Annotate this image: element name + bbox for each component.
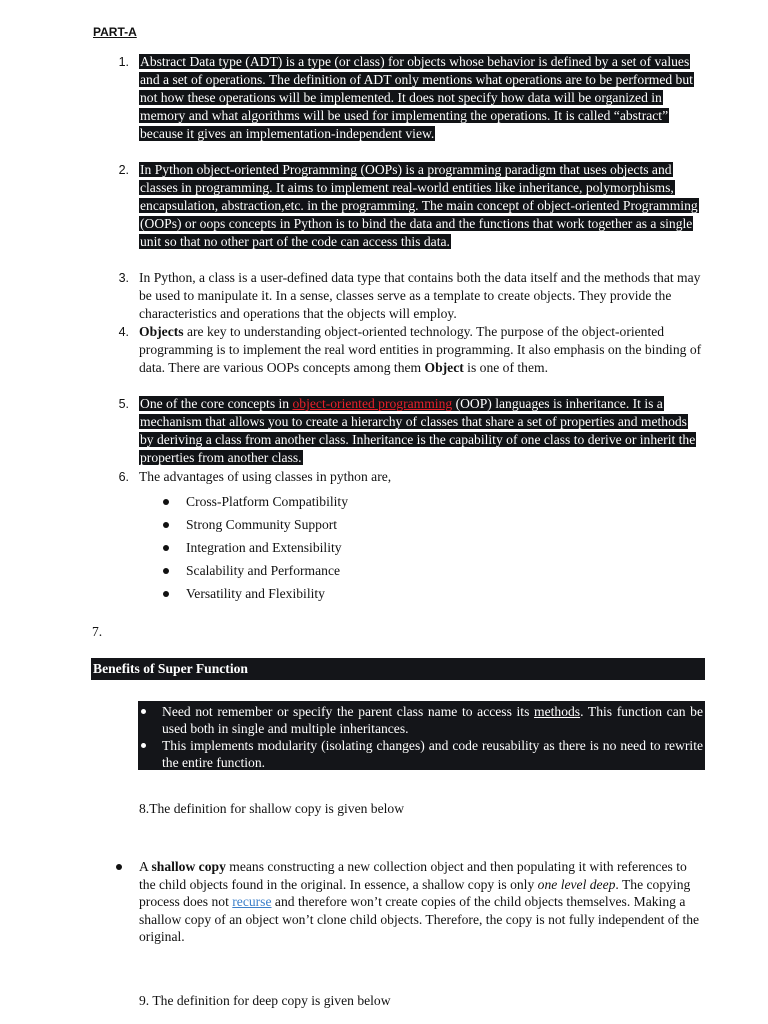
item-number-1: 1.: [118, 55, 129, 69]
item-4-text-b: is one of them.: [463, 360, 548, 375]
shallow-text-d: and therefore won’t create copies of the child objects themselves. Making a shallow copy of an object won’t clone child objects. Therefore, the copy is not fully independent of the original.: [139, 894, 700, 944]
shallow-text-a: A: [139, 859, 152, 874]
list-item: [138, 737, 703, 771]
item-2-text: In Python object-oriented Programming (OOPs) is a programming paradigm that uses objects and classes in programming. It aims to implement real-world entities like inheritance, polymorphisms, encapsulation, abstraction,etc. in the programming. The main concept of object-oriented Programming (OOPs) or oops concepts in Python is to bind the data and the functions that work together as a single unit so that no other part of the code can access this data.: [140, 162, 698, 249]
bullet-icon: [163, 591, 169, 597]
part-heading: PART-A: [93, 25, 137, 39]
item-5-text-a: One of the core concepts in: [140, 396, 293, 411]
shallow-copy-bold: shallow copy: [151, 859, 226, 874]
objects-bold: Objects: [139, 324, 184, 339]
bullet-icon: [163, 522, 169, 528]
item-1-paragraph: [139, 53, 702, 143]
oop-link[interactable]: object-oriented programming: [292, 396, 453, 411]
item-number-5: 5.: [118, 397, 129, 411]
bullet-icon: [116, 864, 122, 870]
item-number-4: 4.: [118, 325, 129, 339]
item-5-text: [139, 396, 696, 465]
advantage-label: Versatility and Flexibility: [186, 586, 325, 601]
one-level-deep-italic: one level deep: [537, 876, 616, 892]
list-item: [163, 516, 348, 539]
benefit-text-b: . This function can be used both in single and multiple inheritances.: [162, 704, 703, 736]
shallow-copy-paragraph: [139, 858, 702, 946]
item-5-paragraph: [139, 395, 702, 467]
item-number-2: 2.: [118, 163, 129, 177]
item-number-6: 6.: [118, 470, 129, 484]
item-6-paragraph: The advantages of using classes in python are,: [139, 469, 392, 484]
bullet-icon: [163, 545, 169, 551]
list-item: [163, 562, 348, 585]
object-bold: Object: [424, 360, 464, 375]
item-5-text-b: (OOP) languages is inheritance. It is a mechanism that allows you to create a hierarchy of classes that share a set of properties and methods by deriving a class from another class. Inheritance is the capability of one class to derive or inherit the properties from another class.: [140, 396, 696, 465]
advantage-label: Integration and Extensibility: [186, 540, 342, 555]
item-4-paragraph: [139, 323, 702, 377]
methods-link[interactable]: methods: [534, 704, 581, 719]
item-3-paragraph: In Python, a class is a user-defined data type that contains both the data itself and the methods that may be used to manipulate it. In a sense, classes serve as a template to create objects. They provide the characteristics and operations that the objects will employ.: [139, 270, 701, 321]
benefit-text-a: Need not remember or specify the parent class name to access its: [162, 704, 535, 719]
item-number-7: 7.: [92, 624, 103, 639]
list-item: [163, 539, 348, 562]
bullet-icon: [141, 709, 146, 714]
list-item: [163, 585, 348, 608]
advantages-list: [163, 493, 348, 608]
bullet-icon: [141, 743, 146, 748]
item-1-text: Abstract Data type (ADT) is a type (or class) for objects whose behavior is defined by a set of values and a set of operations. The definition of ADT only mentions what operations are to be performed but not how these operations will be implemented. It does not specify how data will be organized in memory and what algorithms will be used for implementing the operations. It is called “abstract” because it gives an implementation-independent view.: [140, 54, 693, 141]
item-number-3: 3.: [118, 271, 129, 285]
item-4-text-a: are key to understanding object-oriented technology. The purpose of the object-oriented programming is to implement the real word entities in programming. It also emphasis on the binding of data. There are various OOPs concepts among them: [139, 324, 702, 375]
list-item: [163, 493, 348, 516]
advantage-label: Scalability and Performance: [186, 563, 341, 578]
shallow-copy-heading: 8.The definition for shallow copy is given below: [139, 801, 405, 816]
advantage-label: Cross-Platform Compatibility: [186, 494, 348, 509]
bullet-icon: [163, 568, 169, 574]
bullet-icon: [163, 499, 169, 505]
recurse-link[interactable]: recurse: [232, 894, 272, 909]
benefit-text-2: This implements modularity (isolating changes) and code reusability as there is no need to rewrite the entire function.: [162, 738, 703, 770]
super-function-heading: Benefits of Super Function: [91, 658, 705, 680]
deep-copy-heading: 9. The definition for deep copy is given below: [139, 993, 391, 1008]
list-item: [138, 703, 703, 737]
shallow-text-c: . The copying process does not: [139, 876, 691, 909]
shallow-text-b: means constructing a new collection object and then populating it with references to the child objects found in the original. In essence, a shallow copy is only: [139, 859, 687, 892]
super-function-benefits: [138, 701, 705, 770]
advantage-label: Strong Community Support: [186, 517, 338, 532]
item-2-paragraph: [139, 161, 702, 251]
